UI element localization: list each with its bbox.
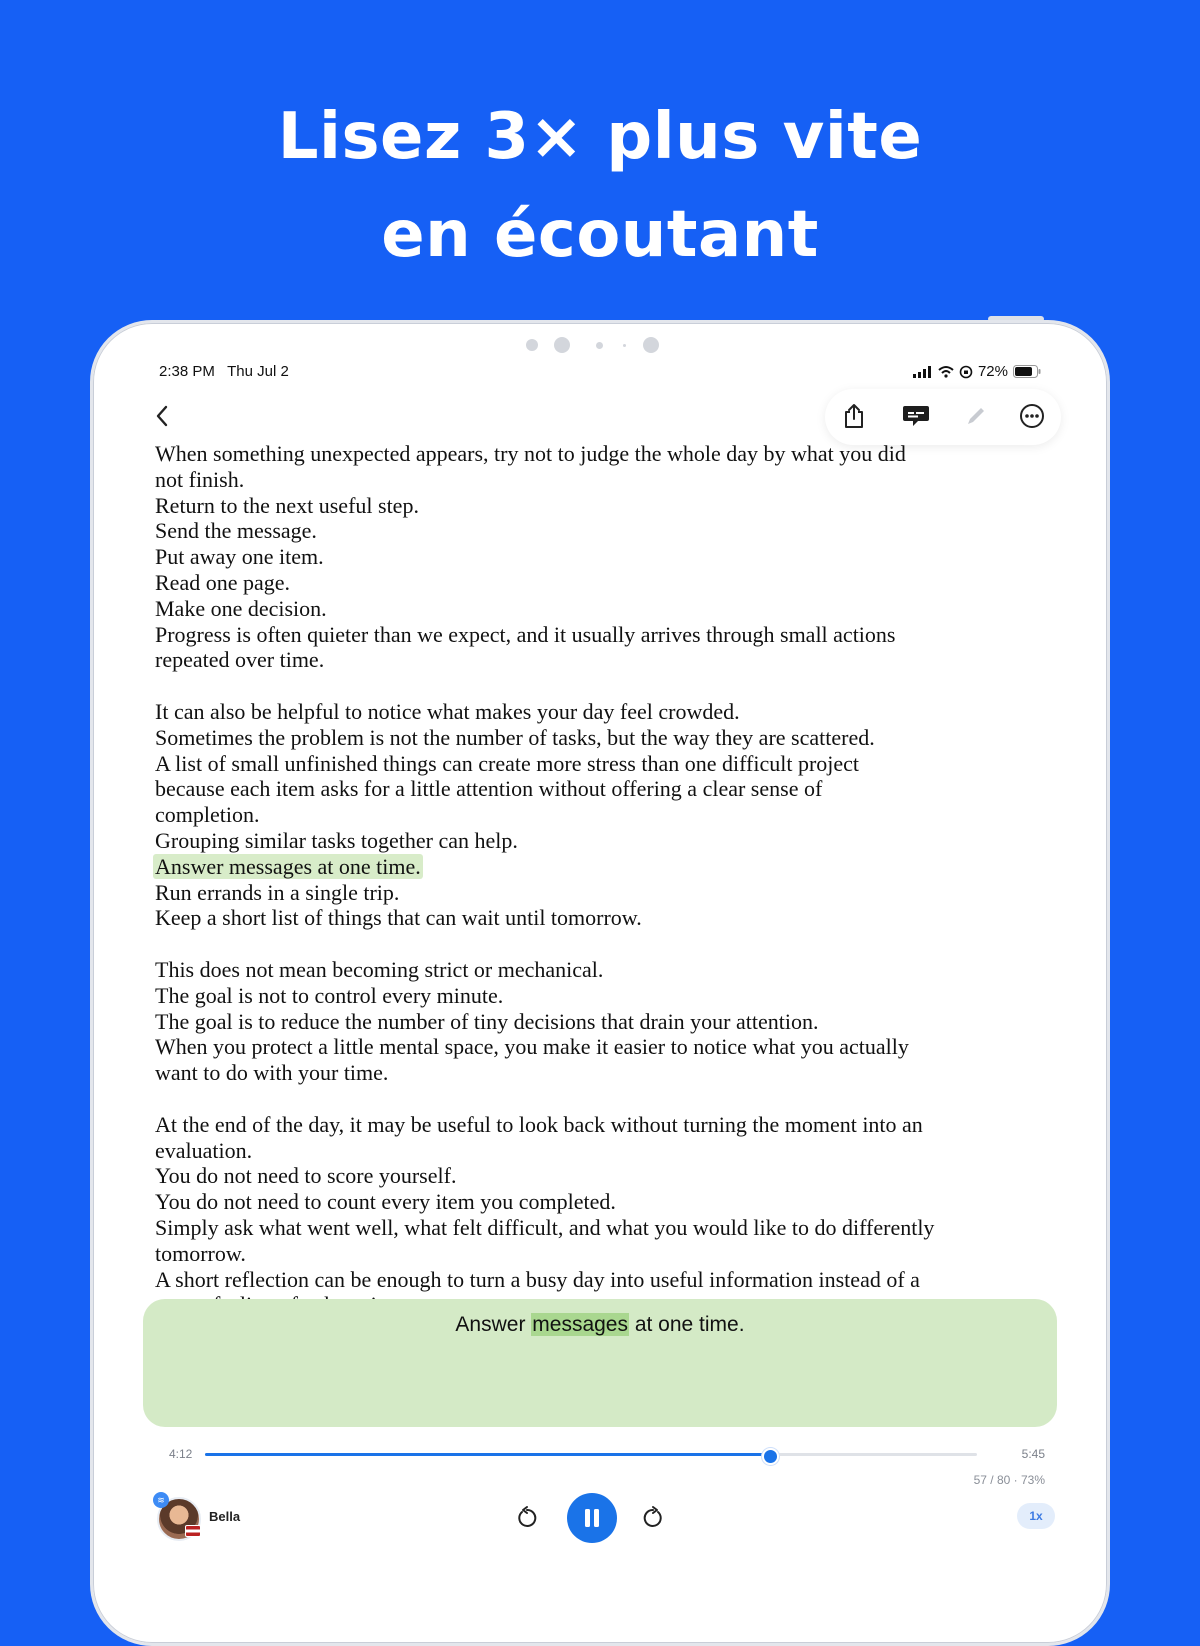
- orientation-lock-icon: [959, 365, 973, 379]
- page-info: 57 / 80 · 73%: [973, 1473, 1045, 1487]
- tablet-frame: [90, 320, 1110, 1646]
- reader-line: When you protect a little mental space, you make it easier to notice what you actually: [155, 1034, 909, 1060]
- caption-text: [143, 1313, 1057, 1337]
- total-time: 5:45: [1021, 1447, 1045, 1461]
- battery-icon: [1013, 365, 1041, 378]
- chevron-left-icon: [155, 405, 169, 427]
- headline-line-1: Lisez 3× plus vite: [277, 100, 923, 174]
- more-button[interactable]: [1009, 393, 1055, 439]
- reader-paragraph: [155, 1112, 1045, 1318]
- us-flag-icon: [185, 1525, 201, 1537]
- reader-line: Run errands in a single trip.: [155, 879, 400, 905]
- pause-icon: [584, 1509, 600, 1527]
- reader-line: You do not need to count every item you completed.: [155, 1189, 616, 1215]
- pencil-icon: [965, 405, 987, 427]
- status-bar: [159, 363, 1041, 383]
- rewind-icon: [516, 1506, 538, 1528]
- voice-name[interactable]: Bella: [209, 1509, 241, 1524]
- share-button[interactable]: [831, 393, 877, 439]
- reader-line: repeated over time.: [155, 647, 325, 673]
- reader-line: Send the message.: [155, 518, 317, 544]
- reader-line: Read one page.: [155, 569, 290, 595]
- share-icon: [843, 403, 865, 429]
- reader-current-sentence: Answer messages at one time.: [155, 853, 421, 879]
- reader-line: completion.: [155, 802, 260, 828]
- reader-line: Put away one item.: [155, 544, 324, 570]
- battery-percent: 72%: [977, 363, 1008, 380]
- subtitles-button[interactable]: [893, 393, 939, 439]
- reader-line: because each item asks for a little attention without offering a clear sense of: [155, 776, 823, 802]
- reader-line: Make one decision.: [155, 595, 327, 621]
- reader-line: When something unexpected appears, try not to judge the whole day by what you did: [155, 441, 906, 466]
- rewind-button[interactable]: [513, 1503, 541, 1531]
- status-clock: 2:38 PM: [159, 363, 215, 380]
- speed-button[interactable]: 1x: [1017, 1503, 1055, 1529]
- forward-icon: [642, 1506, 664, 1528]
- reader-line: A short reflection can be enough to turn a busy day into useful information instead of a: [155, 1266, 920, 1292]
- reader-paragraph: [155, 957, 1045, 1086]
- camera-array: [93, 337, 1107, 357]
- reader-toolbar: [139, 389, 1061, 447]
- reader-line: evaluation.: [155, 1137, 253, 1163]
- status-date: Thu Jul 2: [227, 363, 289, 380]
- reader-line: not finish.: [155, 466, 245, 492]
- reader-line: [155, 854, 1045, 880]
- progress-knob[interactable]: [762, 1448, 779, 1465]
- reader-text[interactable]: [155, 441, 1045, 1292]
- reader-line: tomorrow.: [155, 1240, 246, 1266]
- progress-slider[interactable]: [205, 1453, 977, 1456]
- more-icon: [1019, 403, 1045, 429]
- reader-line: It can also be helpful to notice what makes your day feel crowded.: [155, 698, 740, 724]
- reader-line: Keep a short list of things that can wait until tomorrow.: [155, 905, 642, 931]
- captions-icon: [902, 404, 930, 428]
- reader-line: want to do with your time.: [155, 1060, 389, 1086]
- forward-button[interactable]: [639, 1503, 667, 1531]
- reader-line: Progress is often quieter than we expect, and it usually arrives through small actions: [155, 621, 896, 647]
- status-indicators: [913, 363, 1041, 380]
- back-button[interactable]: [139, 393, 185, 439]
- caption-current-word: messages: [532, 1313, 628, 1336]
- reader-line: Return to the next useful step.: [155, 492, 419, 518]
- progress-fill: [205, 1453, 769, 1456]
- reader-line: The goal is to reduce the number of tiny decisions that drain your attention.: [155, 1008, 819, 1034]
- reader-line: The goal is not to control every minute.: [155, 982, 504, 1008]
- pause-button[interactable]: [567, 1493, 617, 1543]
- reader-line: Sometimes the problem is not the number of tasks, but the way they are scattered.: [155, 724, 875, 750]
- reader-line: At the end of the day, it may be useful to look back without turning the moment into an: [155, 1111, 923, 1137]
- reader-line: You do not need to score yourself.: [155, 1163, 457, 1189]
- voice-wave-icon: ≋: [153, 1492, 169, 1508]
- reader-line: Simply ask what went well, what felt difficult, and what you would like to do differently: [155, 1214, 935, 1240]
- reader-paragraph: [155, 441, 1045, 673]
- signal-icon: [913, 366, 933, 378]
- reader-line: Grouping similar tasks together can help.: [155, 827, 518, 853]
- headline: [0, 88, 1200, 284]
- reader-paragraph: [155, 699, 1045, 931]
- caption-before: Answer: [455, 1313, 532, 1336]
- audio-player: [133, 1437, 1067, 1587]
- caption-after: at one time.: [629, 1313, 745, 1336]
- headline-line-2: en écoutant: [381, 198, 819, 272]
- status-time: [159, 363, 289, 380]
- elapsed-time: 4:12: [169, 1447, 193, 1461]
- reader-line: This does not mean becoming strict or mechanical.: [155, 956, 604, 982]
- wifi-icon: [938, 366, 954, 378]
- reader-line: A list of small unfinished things can create more stress than one difficult project: [155, 750, 860, 776]
- edit-button[interactable]: [953, 393, 999, 439]
- toolbar-actions: [825, 389, 1061, 445]
- caption-panel: [143, 1299, 1057, 1427]
